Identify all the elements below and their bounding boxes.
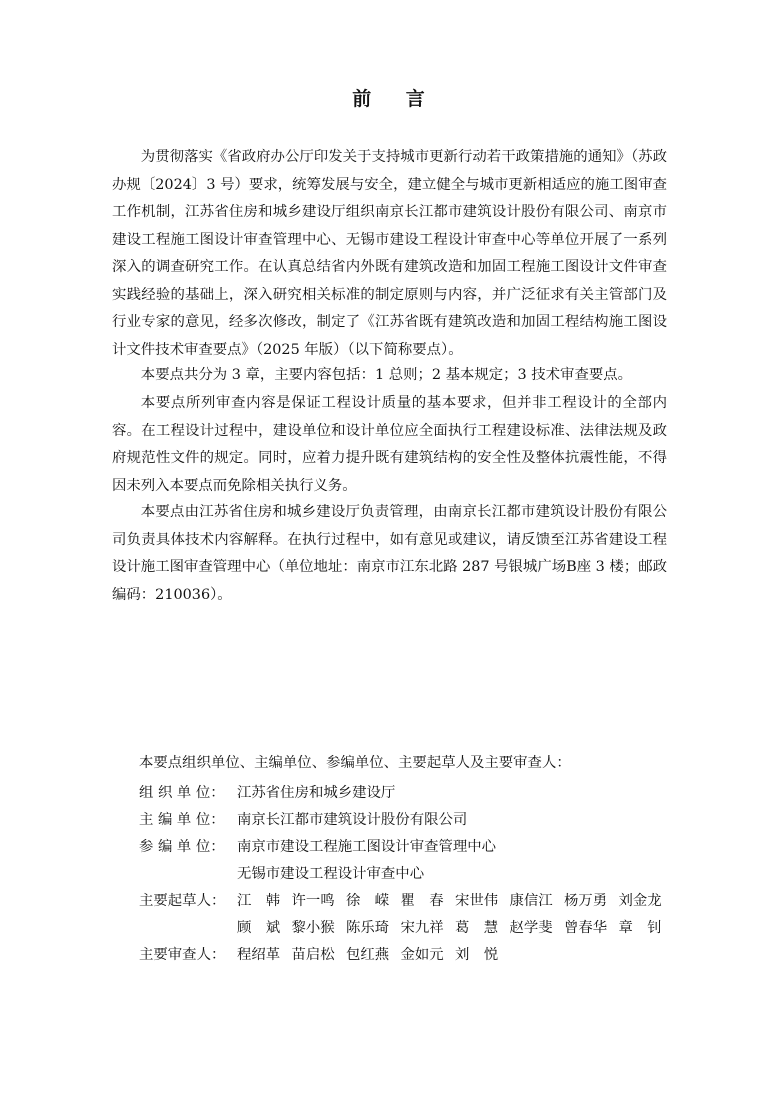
credits-intro: 本要点组织单位、主编单位、参编单位、主要起草人及主要审查人： bbox=[139, 755, 571, 771]
drafter-name: 宋九祥 bbox=[400, 920, 444, 936]
drafter-name: 许一鸣 bbox=[291, 893, 335, 909]
reviewer-name: 刘 悦 bbox=[455, 947, 499, 963]
chief-label: 主 编 单 位： bbox=[139, 812, 225, 828]
reviewers-label: 主要审查人： bbox=[139, 947, 226, 963]
drafter-name: 徐 嵘 bbox=[346, 893, 390, 909]
drafter-name: 曾春华 bbox=[564, 920, 608, 936]
participants-row bbox=[139, 834, 671, 888]
drafter-name: 瞿 春 bbox=[400, 893, 444, 909]
drafters-label: 主要起草人： bbox=[139, 893, 226, 909]
org-value: 江苏省住房和城乡建设厅 bbox=[237, 785, 396, 801]
drafter-name: 赵学斐 bbox=[509, 920, 553, 936]
paragraph-4: 本要点由江苏省住房和城乡建设厅负责管理，由南京长江都市建筑设计股份有限公司负责具体技术内容解释。在执行过程中，如有意见或建议，请反馈至江苏省建设工程设计施工图审查管理中心（单位地址：南京市江东北路 287 号银城广场B座 3 楼；邮政编码：210036）。 bbox=[112, 504, 667, 603]
chief-value: 南京长江都市建筑设计股份有限公司 bbox=[237, 812, 468, 828]
reviewers-row bbox=[139, 942, 671, 969]
reviewer-name: 包红燕 bbox=[346, 947, 390, 963]
participant-unit: 南京市建设工程施工图设计审查管理中心 bbox=[237, 839, 497, 855]
participants-label: 参 编 单 位： bbox=[139, 839, 225, 855]
drafter-name: 刘金龙 bbox=[618, 893, 662, 909]
org-row bbox=[139, 780, 671, 807]
credits-section bbox=[139, 752, 671, 969]
chief-row bbox=[139, 807, 671, 834]
org-label: 组 织 单 位： bbox=[139, 785, 225, 801]
drafter-name: 宋世伟 bbox=[455, 893, 499, 909]
reviewers-line bbox=[237, 942, 671, 969]
drafters-row bbox=[139, 888, 671, 942]
page-title: 前 言 bbox=[352, 88, 439, 110]
paragraph-2: 本要点共分为 3 章，主要内容包括：1 总则；2 基本规定；3 技术审查要点。 bbox=[140, 367, 633, 383]
paragraph-1: 为贯彻落实《省政府办公厅印发关于支持城市更新行动若干政策措施的通知》（苏政办规〔2024〕3 号）要求，统筹发展与安全，建立健全与城市更新相适应的施工图审查工作机制，江苏省住房和城乡建设厅组织南京长江都市建筑设计股份有限公司、南京市建设工程施工图设计审查管理中心、无锡市建设工程设计审查中心等单位开展了一系列深入的调查研究工作。在认真总结省内外既有建筑改造和加固工程施工图设计文件审查实践经验的基础上，深入研究相关标准的制定原则与内容，并广泛征求有关主管部门及行业专家的意见，经多次修改，制定了《江苏省既有建筑改造和加固工程结构施工图设计文件技术审查要点》（2025 年版）（以下简称要点）。 bbox=[112, 149, 667, 358]
drafter-name: 黎小猴 bbox=[291, 920, 335, 936]
drafters-line-2 bbox=[237, 915, 671, 942]
drafter-name: 顾 斌 bbox=[237, 920, 281, 936]
participant-unit: 无锡市建设工程设计审查中心 bbox=[237, 866, 425, 882]
drafter-name: 陈乐琦 bbox=[346, 920, 390, 936]
drafters-line-1 bbox=[237, 888, 671, 915]
reviewer-name: 程绍革 bbox=[237, 947, 281, 963]
drafter-name: 杨万勇 bbox=[564, 893, 608, 909]
drafter-name: 葛 慧 bbox=[455, 920, 499, 936]
drafter-name: 章 钊 bbox=[618, 920, 662, 936]
drafter-name: 江 韩 bbox=[237, 893, 281, 909]
reviewer-name: 金如元 bbox=[400, 947, 444, 963]
reviewer-name: 苗启松 bbox=[291, 947, 335, 963]
paragraph-3: 本要点所列审查内容是保证工程设计质量的基本要求，但并非工程设计的全部内容。在工程设计过程中，建设单位和设计单位应全面执行工程建设标准、法律法规及政府规范性文件的规定。同时，应着力提升既有建筑结构的安全性及整体抗震性能，不得因未列入本要点而免除相关执行义务。 bbox=[112, 395, 667, 494]
drafter-name: 康信江 bbox=[509, 893, 553, 909]
